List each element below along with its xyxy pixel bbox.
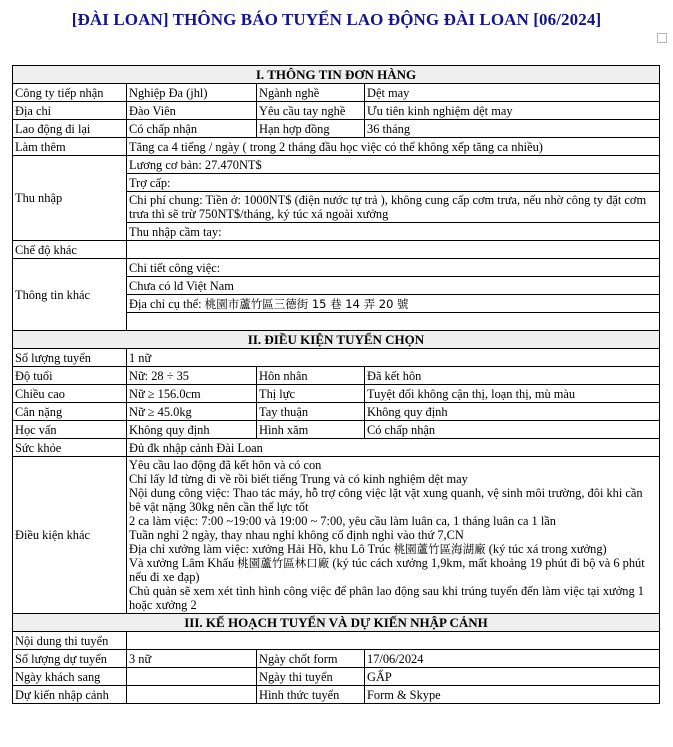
label: Hôn nhân xyxy=(257,367,365,385)
label: Ngành nghề xyxy=(257,84,365,102)
label: Số lượng dự tuyển xyxy=(13,650,127,668)
value: Lương cơ bản: 27.470NT$ xyxy=(127,156,660,174)
condition-line: Tuần nghỉ 2 ngày, thay nhau nghỉ không cố định nghỉ vào thứ 7,CN xyxy=(129,528,464,542)
value xyxy=(127,686,257,704)
value: Nữ ≥ 156.0cm xyxy=(127,385,257,403)
address-label: Địa chỉ cụ thể: xyxy=(129,296,205,311)
value: Chi tiết công việc: xyxy=(127,259,660,277)
value: Nữ ≥ 45.0kg xyxy=(127,403,257,421)
checkbox[interactable] xyxy=(657,33,667,43)
value: Chi phí chung: Tiền ở: 1000NT$ (điện nước tự trả ), không cung cấp cơm trưa, nếu nhờ công ty đặt cơm trưa thì sẽ trừ 750NT$/tháng, ký túc xá ngoài xưởng xyxy=(127,192,660,223)
label: Tay thuận xyxy=(257,403,365,421)
value: Đào Viên xyxy=(127,102,257,120)
label: Cân nặng xyxy=(13,403,127,421)
address-cjk: 桃園市蘆竹區三德街 15 巷 14 弄 20 號 xyxy=(204,296,409,311)
label: Số lượng tuyển xyxy=(13,349,127,367)
value xyxy=(127,295,660,313)
label: Lao động đi lại xyxy=(13,120,127,138)
value: Trợ cấp: xyxy=(127,174,660,192)
label: Hình thức tuyển xyxy=(257,686,365,704)
label: Làm thêm xyxy=(13,138,127,156)
label: Độ tuổi xyxy=(13,367,127,385)
label: Hạn hợp đồng xyxy=(257,120,365,138)
label: Dự kiến nhập cảnh xyxy=(13,686,127,704)
label: Chiều cao xyxy=(13,385,127,403)
value: Tuyệt đối không cận thị, loạn thị, mù màu xyxy=(365,385,660,403)
section-1-heading: I. THÔNG TIN ĐƠN HÀNG xyxy=(13,66,660,84)
job-info-table xyxy=(12,65,660,704)
label: Chế độ khác xyxy=(13,241,127,259)
value: Nữ: 28 ÷ 35 xyxy=(127,367,257,385)
condition-line xyxy=(129,556,657,584)
value: Thu nhập cầm tay: xyxy=(127,223,660,241)
value: Form & Skype xyxy=(365,686,660,704)
condition-line: Yêu cầu lao động đã kết hôn và có con xyxy=(129,458,322,472)
section-3-heading: III. KẾ HOẠCH TUYỂN VÀ DỰ KIẾN NHẬP CẢNH xyxy=(13,614,660,632)
label: Điều kiện khác xyxy=(13,457,127,614)
value: Có chấp nhận xyxy=(127,120,257,138)
text: Địa chỉ xưởng làm việc: xưởng Hải Hồ, khu Lô Trúc xyxy=(129,542,394,556)
text: (ký túc xá trong xưởng) xyxy=(485,542,607,556)
label: Học vấn xyxy=(13,421,127,439)
value: Đủ đk nhập cảnh Đài Loan xyxy=(127,439,660,457)
text: (ký túc cách xưởng 1,9km, mất khoảng 19 phút đi bộ và 6 phút nếu đi xe đạp) xyxy=(129,556,645,584)
value: Chưa có lđ Việt Nam xyxy=(127,277,660,295)
value: Không quy định xyxy=(365,403,660,421)
value: GẤP xyxy=(365,668,660,686)
conditions-cell xyxy=(127,457,660,614)
value: Nghiệp Đa (jhl) xyxy=(127,84,257,102)
value xyxy=(127,668,257,686)
condition-line: Chỉ lấy lđ từng đi về rồi biết tiếng Trung và có kinh nghiệm dệt may xyxy=(129,472,468,486)
label: Sức khỏe xyxy=(13,439,127,457)
value: Có chấp nhận xyxy=(365,421,660,439)
cjk-text: 桃園蘆竹區林口廠 xyxy=(237,556,330,570)
value: 1 nữ xyxy=(127,349,660,367)
document-title: [ĐÀI LOAN] THÔNG BÁO TUYỂN LAO ĐỘNG ĐÀI LOAN [06/2024] xyxy=(71,10,602,29)
label: Ngày khách sang xyxy=(13,668,127,686)
value: 17/06/2024 xyxy=(365,650,660,668)
value xyxy=(127,313,660,331)
label: Ngày thi tuyển xyxy=(257,668,365,686)
label: Hình xăm xyxy=(257,421,365,439)
cjk-text: 桃園蘆竹區海湖廠 xyxy=(393,542,486,556)
value: 36 tháng xyxy=(365,120,660,138)
label: Thông tin khác xyxy=(13,259,127,331)
label: Yêu cầu tay nghề xyxy=(257,102,365,120)
condition-line: Nội dung công việc: Thao tác máy, hỗ trợ công việc lặt vặt xung quanh, vệ sinh môi trường, đôi khi cần bê vật nặng 30kg nên cần thể lực tốt xyxy=(129,486,643,514)
value: Không quy định xyxy=(127,421,257,439)
section-2-heading: II. ĐIỀU KIỆN TUYỂN CHỌN xyxy=(13,331,660,349)
value: Tăng ca 4 tiếng / ngày ( trong 2 tháng đầu học việc có thể không xếp tăng ca nhiều) xyxy=(127,138,660,156)
condition-line xyxy=(129,542,657,556)
text: Và xưởng Lâm Khẩu xyxy=(129,556,238,570)
condition-line: 2 ca làm việc: 7:00 ~19:00 và 19:00 ~ 7:00, yêu cầu làm luân ca, 1 tháng luân ca 1 lần xyxy=(129,514,556,528)
label: Công ty tiếp nhận xyxy=(13,84,127,102)
label: Thị lực xyxy=(257,385,365,403)
label: Ngày chốt form xyxy=(257,650,365,668)
value xyxy=(127,632,660,650)
value: Đã kết hôn xyxy=(365,367,660,385)
value: 3 nữ xyxy=(127,650,257,668)
label: Địa chỉ xyxy=(13,102,127,120)
value xyxy=(127,241,660,259)
label: Thu nhập xyxy=(13,156,127,241)
condition-line: Chủ quản sẽ xem xét tình hình công việc để phân lao động sau khi trúng tuyển đến làm việc tại xưởng 1 hoặc xưởng 2 xyxy=(129,584,644,612)
label: Nội dung thi tuyển xyxy=(13,632,127,650)
value: Dệt may xyxy=(365,84,660,102)
value: Ưu tiên kinh nghiệm dệt may xyxy=(365,102,660,120)
